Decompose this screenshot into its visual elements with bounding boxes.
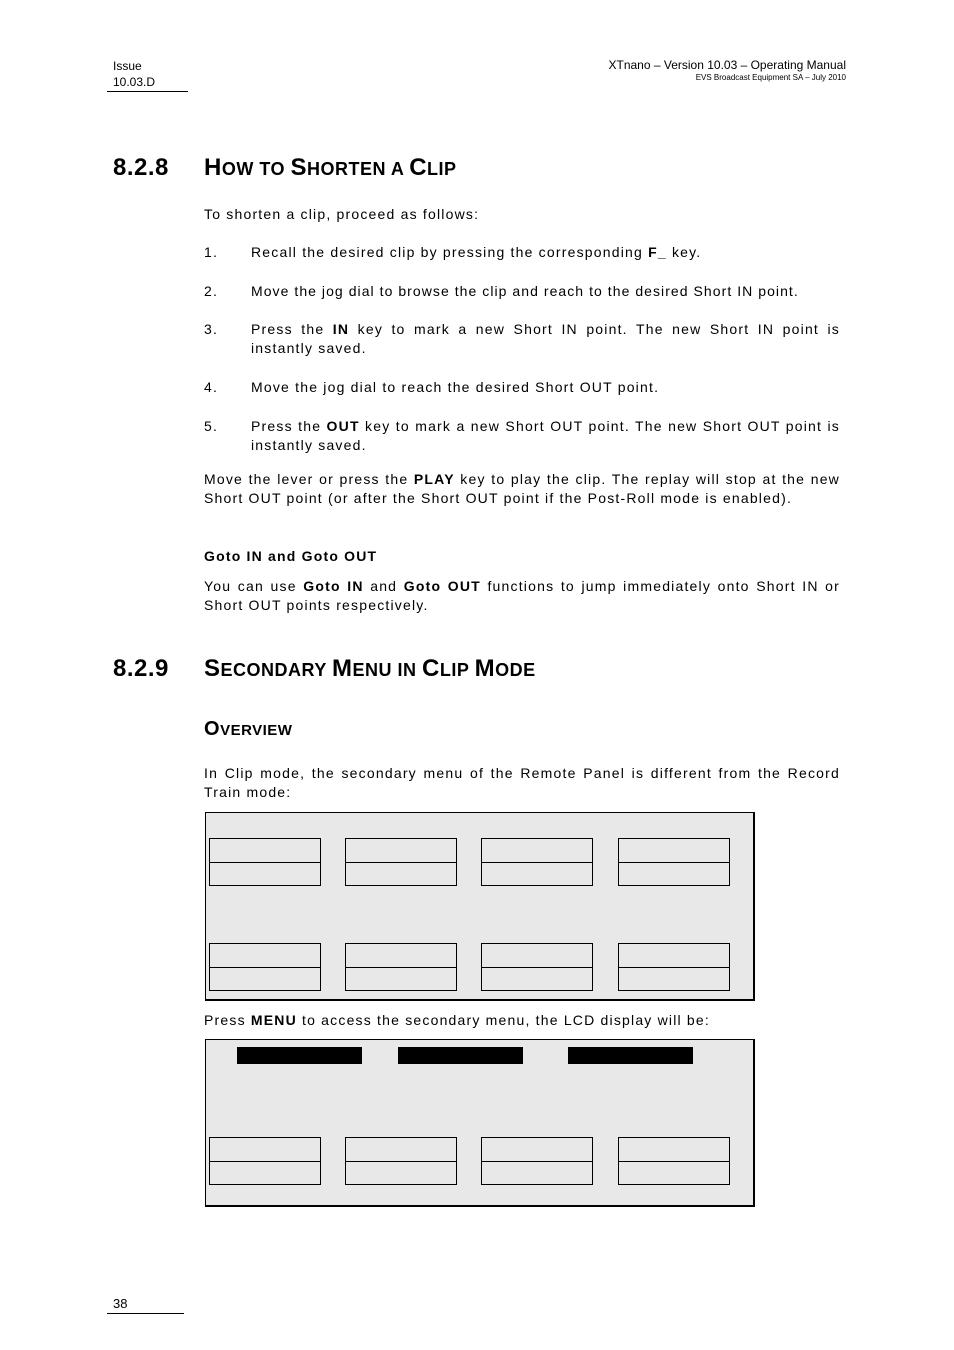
title-part: M	[474, 655, 496, 682]
lcd-cell	[345, 943, 457, 991]
lcd-cell	[209, 838, 321, 886]
subheading-goto: Goto IN and Goto OUT	[204, 548, 378, 564]
text-run: key to mark a new Short OUT point. The new Short OUT point is instantly saved.	[251, 418, 840, 453]
play-paragraph	[204, 470, 840, 508]
issue-label: Issue	[113, 59, 142, 73]
title-part: H	[204, 154, 222, 181]
header-issue	[113, 58, 155, 90]
text-run: key to play the clip. The replay will stop at the new Short OUT point (or after the Short OUT point if the Post-Roll mode is enabled).	[204, 471, 840, 506]
lcd-display-clip-mode	[205, 812, 755, 1001]
lcd-cell	[618, 943, 730, 991]
text-run: to access the secondary menu, the LCD display will be:	[296, 1012, 710, 1028]
footer-rule	[107, 1313, 184, 1314]
manual-title: XTnano – Version 10.03 – Operating Manual	[608, 58, 846, 72]
text-run: Move the jog dial to reach the desired Short OUT point.	[251, 379, 660, 395]
lcd-cell	[345, 838, 457, 886]
text-run: key to mark a new Short IN point. The new Short IN point is instantly saved.	[251, 321, 840, 356]
title-part: C	[422, 655, 440, 682]
lcd-cell	[618, 1137, 730, 1185]
key-name: OUT	[326, 418, 360, 434]
text-run: functions to jump immediately onto Short IN or Short OUT points respectively.	[204, 578, 841, 613]
title-part: O	[204, 718, 221, 740]
lcd-cell	[209, 1137, 321, 1185]
key-name: IN	[332, 321, 350, 337]
title-part: LIP	[439, 660, 475, 680]
header-title-block	[609, 58, 847, 83]
list-text	[251, 378, 840, 397]
list-number: 4.	[204, 379, 219, 395]
key-name: F_	[648, 244, 667, 260]
list-item	[204, 320, 840, 358]
lcd-cell	[481, 1137, 593, 1185]
issue-number: 10.03.D	[113, 75, 156, 89]
page-number: 38	[113, 1296, 128, 1311]
header-rule	[107, 91, 188, 92]
list-number: 3.	[204, 321, 219, 337]
press-menu-paragraph	[204, 1011, 840, 1030]
list-text	[251, 243, 840, 262]
list-text	[251, 417, 840, 455]
section-number: 8.2.9	[113, 655, 169, 682]
list-item	[204, 417, 840, 455]
text-run: key.	[666, 244, 702, 260]
list-text	[251, 282, 840, 301]
lcd-cell	[618, 838, 730, 886]
title-part: ECONDARY	[220, 660, 333, 680]
intro-paragraph: To shorten a clip, proceed as follows:	[204, 206, 480, 222]
list-item	[204, 378, 840, 397]
key-name: PLAY	[413, 471, 455, 487]
section-number: 8.2.8	[113, 154, 169, 181]
title-part: ODE	[495, 660, 536, 680]
text-run: and	[363, 578, 404, 594]
list-item	[204, 243, 840, 262]
lcd-cell	[209, 943, 321, 991]
function-name: Goto OUT	[403, 578, 481, 594]
list-number: 5.	[204, 418, 219, 434]
lcd-cell	[345, 1137, 457, 1185]
list-number: 1.	[204, 244, 219, 260]
title-part: VERVIEW	[220, 722, 293, 739]
text-run: Press	[204, 1012, 251, 1028]
text-run: You can use	[204, 578, 304, 594]
lcd-highlight-bar	[237, 1047, 362, 1064]
section-heading-828	[113, 154, 457, 182]
key-name: MENU	[250, 1012, 297, 1028]
text-run: Press the	[251, 321, 333, 337]
lcd-display-secondary-menu	[205, 1039, 755, 1207]
lcd-cell	[481, 943, 593, 991]
text-run: Move the lever or press the	[204, 471, 414, 487]
text-run: Press the	[251, 418, 327, 434]
text-run: Move the jog dial to browse the clip and reach to the desired Short IN point.	[251, 283, 799, 299]
text-run: Recall the desired clip by pressing the corresponding	[251, 244, 649, 260]
list-item	[204, 282, 840, 301]
title-part: OW TO	[221, 159, 291, 179]
list-text	[251, 320, 840, 358]
title-part: S	[290, 154, 308, 181]
title-part: ENU IN	[352, 660, 423, 680]
section-heading-829	[113, 655, 536, 683]
title-part: M	[332, 655, 353, 682]
overview-heading	[204, 718, 292, 741]
title-part: S	[204, 655, 221, 682]
overview-paragraph: In Clip mode, the secondary menu of the Remote Panel is different from the Record Train mode:	[204, 765, 840, 800]
title-part: LIP	[427, 159, 457, 179]
publisher: EVS Broadcast Equipment SA – July 2010	[695, 73, 846, 82]
lcd-highlight-bar	[398, 1047, 523, 1064]
lcd-highlight-bar	[568, 1047, 693, 1064]
goto-paragraph	[204, 577, 840, 615]
list-number: 2.	[204, 283, 219, 299]
function-name: Goto IN	[303, 578, 364, 594]
lcd-cell	[481, 838, 593, 886]
title-part: HORTEN A	[307, 159, 410, 179]
title-part: C	[409, 154, 428, 181]
